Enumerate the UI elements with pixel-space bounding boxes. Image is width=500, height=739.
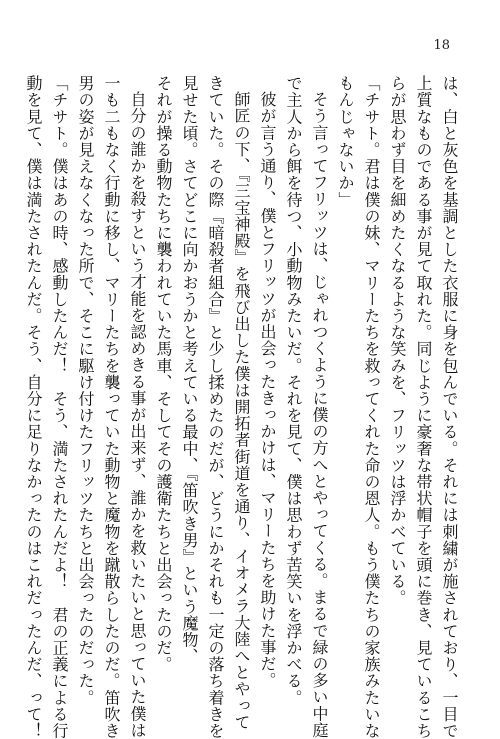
text-line: 彼が言う通り、僕とフリッツが出会ったきっかけは、マリーたちを助けた事だ。 [258,91,277,689]
text-line: きていた。その際『暗殺者組合』と少し揉めたのだが、どうにかそれも一定の落ち着きを [206,75,225,739]
text-line: 見せた頃。さてどこに向かおうかと考えている最中、『笛吹き男』という魔物、 [180,75,199,665]
text-line: 「チサト。僕はあの時、感動したんだ！ そう、満たされたんだよ！ 君の正義による行 [50,75,69,739]
text-line: らが思わず目を細めたくなるような笑みを、フリッツは浮かべている。 [388,75,407,607]
text-line: 師匠の下、『三宝神殿』を飛び出した僕は開拓者街道を通り、イオメラ大陸へとやって [232,91,251,731]
text-line: で主人から餌を待つ、小動物みたいだ。それを見て、僕は思わず苦笑いを浮かべる。 [284,75,303,706]
text-line: 自分の誰かを殺すという才能を認めきる事が出来ず、誰かを救いたいと思っていた僕は [128,91,147,739]
text-line: 上質なものである事が見て取れた。同じように豪奢な帯状帽子を頭に巻き、見ているこち [414,75,433,739]
text-line: もんじゃないか」 [336,75,355,208]
page-number: 18 [433,38,450,53]
text-line: は、白と灰色を基調とした衣服に身を包んでいる。それには刺繍が施されており、一目で [440,75,459,739]
text-line: 「チサト。君は僕の妹、マリーたちを救ってくれた命の恩人。もう僕たちの家族みたいな [362,75,381,739]
text-line: 一も二もなく行動に移し、マリーたちを襲っていた動物と魔物を蹴散らしたのだ。笛吹き [102,75,121,739]
text-line: そう言ってフリッツは、じゃれつくように僕の方へとやってくる。まるで緑の多い中庭 [310,91,329,739]
body-text [24,75,462,739]
text-line: それが操る動物たちに襲われていた馬車、そしてその護衛たちと出会ったのだ。 [154,75,173,673]
text-line: 動を見て、僕は満たされたんだ。そう、自分に足りなかったのはこれだったんだ、って！ [24,75,43,739]
text-line: 男の姿が見えなくなった所で、そこに駆け付けたフリッツたちと出会ったのだった。 [76,75,95,706]
